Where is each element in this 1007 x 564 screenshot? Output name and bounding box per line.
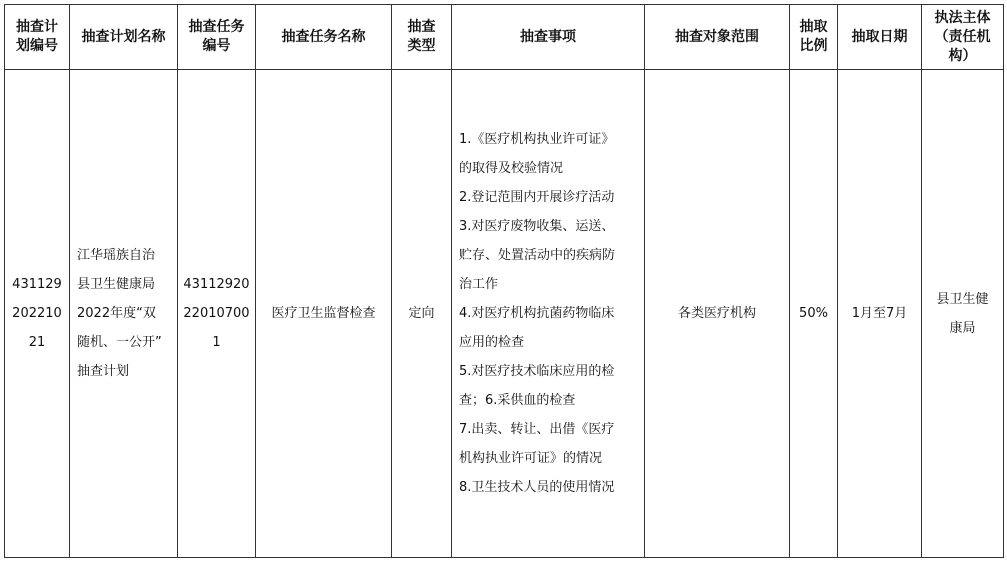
item-line: 治工作 — [459, 277, 499, 292]
header-date: 抽取日期 — [838, 5, 922, 70]
cell-plan-name: 江华瑶族自治 县卫生健康局 2022年度“双 随机、一公开” 抽查计划 — [70, 70, 178, 558]
header-type: 抽查 类型 — [392, 5, 452, 70]
item-line: 1.《医疗机构执业许可证》 — [459, 132, 615, 147]
cell-date: 1月至7月 — [838, 70, 922, 558]
item-line: 5.对医疗技术临床应用的检 — [459, 364, 615, 379]
item-line: 查；6.采供血的检查 — [459, 393, 576, 408]
item-line: 4.对医疗机构抗菌药物临床 — [459, 306, 615, 321]
header-plan-name: 抽查计划名称 — [70, 5, 178, 70]
header-row — [5, 5, 1004, 70]
header-scope: 抽查对象范围 — [645, 5, 790, 70]
header-plan-no: 抽查计 划编号 — [5, 5, 70, 70]
item-line: 的取得及校验情况 — [459, 161, 564, 176]
item-line: 机构执业许可证》的情况 — [459, 451, 603, 466]
item-line: 应用的检查 — [459, 335, 525, 350]
table-row — [5, 70, 1004, 558]
header-task-no: 抽查任务 编号 — [178, 5, 256, 70]
cell-task-no: 43112920 22010700 1 — [178, 70, 256, 558]
cell-items — [452, 70, 645, 558]
cell-type: 定向 — [392, 70, 452, 558]
cell-ratio: 50% — [790, 70, 838, 558]
inspection-plan-table — [4, 4, 1004, 558]
item-line: 8.卫生技术人员的使用情况 — [459, 480, 615, 495]
item-line: 7.出卖、转让、出借《医疗 — [459, 422, 615, 437]
header-ratio: 抽取 比例 — [790, 5, 838, 70]
cell-scope: 各类医疗机构 — [645, 70, 790, 558]
item-line: 贮存、处置活动中的疾病防 — [459, 248, 616, 263]
item-line: 3.对医疗废物收集、运送、 — [459, 219, 615, 234]
cell-subject: 县卫生健 康局 — [922, 70, 1004, 558]
header-subject: 执法主体 （责任机 构） — [922, 5, 1004, 70]
header-items: 抽查事项 — [452, 5, 645, 70]
cell-plan-no: 431129 202210 21 — [5, 70, 70, 558]
cell-task-name: 医疗卫生监督检查 — [256, 70, 392, 558]
item-line: 2.登记范围内开展诊疗活动 — [459, 190, 615, 205]
header-task-name: 抽查任务名称 — [256, 5, 392, 70]
